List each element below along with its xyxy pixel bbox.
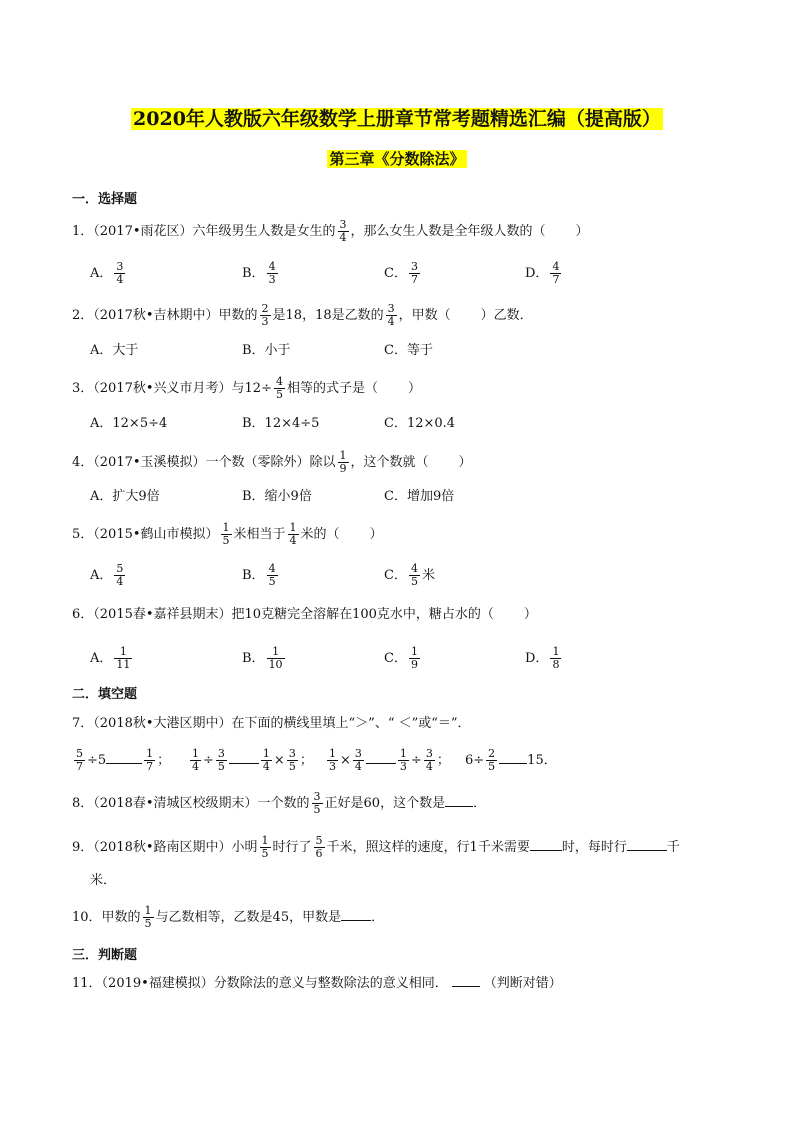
- section-heading-fill: 二．填空题: [72, 687, 138, 702]
- q1-option-b[interactable]: B． $\frac{4}{3}$: [242, 260, 276, 286]
- answer-blank[interactable]: [499, 751, 527, 764]
- q6-option-d[interactable]: D． $\frac{1}{8}$: [525, 645, 560, 671]
- question-2: 2．（2017秋•吉林期中）甲数的 $\frac{2}{3}$ 是18，18是乙数的 $\frac{3}{4}$ ，甲数（ ）乙数．: [72, 302, 533, 328]
- answer-blank[interactable]: [530, 838, 562, 851]
- q5-option-a[interactable]: A． $\frac{5}{4}$: [90, 562, 124, 588]
- page-title: 2020年人教版六年级数学上册章节常考题精选汇编（提高版）: [133, 108, 661, 130]
- answer-blank[interactable]: [627, 838, 667, 851]
- q6-option-c[interactable]: C． $\frac{1}{9}$: [384, 645, 418, 671]
- section-heading-choice: 一．选择题: [72, 192, 138, 207]
- question-11: 11．（2019•福建模拟）分数除法的意义与整数除法的意义相同． （判断对错）: [72, 976, 562, 991]
- q7-expr-1: $\frac{5}{7}$ ÷5 $\frac{1}{7}$ ；: [76, 747, 171, 773]
- q7-expr-2: $\frac{1}{4}$ ÷ $\frac{3}{5}$ $\frac{1}{4}$ × $\frac{3}{5}$ ；: [192, 747, 313, 773]
- q3-option-a[interactable]: A．12×5÷4: [90, 416, 168, 431]
- q1-option-a[interactable]: A． $\frac{3}{4}$: [90, 260, 124, 286]
- question-3: 3．（2017秋•兴义市月考）与12÷ $\frac{4}{5}$ 相等的式子是（ ）: [72, 375, 421, 401]
- q4-option-a[interactable]: A．扩大9倍: [90, 489, 160, 504]
- q6-option-a[interactable]: A． $\frac{1}{11}$: [90, 645, 131, 671]
- answer-blank[interactable]: [445, 794, 473, 807]
- q1-option-c[interactable]: C． $\frac{3}{7}$: [384, 260, 418, 286]
- fraction: $\frac{3}{4}$: [339, 218, 347, 244]
- answer-blank[interactable]: [452, 974, 480, 987]
- q2-option-a[interactable]: A．大于: [90, 343, 139, 358]
- question-8: 8．（2018春•清城区校级期末）一个数的 $\frac{3}{5}$ 正好是60，这个数是 ．: [72, 790, 487, 816]
- q2-option-b[interactable]: B．小于: [242, 343, 291, 358]
- q7-expr-4: 6÷ $\frac{2}{5}$ 15．: [465, 747, 557, 773]
- q4-option-c[interactable]: C．增加9倍: [384, 489, 455, 504]
- question-7: 7．（2018秋•大港区期中）在下面的横线里填上“＞”、“ ＜”或“＝”．: [72, 716, 471, 731]
- q1-option-d[interactable]: D． $\frac{4}{7}$: [525, 260, 560, 286]
- answer-blank[interactable]: [341, 908, 371, 921]
- q3-option-c[interactable]: C．12×0.4: [384, 416, 456, 431]
- q5-option-c[interactable]: C． $\frac{4}{5}$ 米: [384, 562, 435, 588]
- question-5: 5．（2015•鹤山市模拟） $\frac{1}{5}$ 米相当于 $\frac{1}{4}$ 米的（ ）: [72, 521, 383, 547]
- question-1: 1．（2017•雨花区）六年级男生人数是女生的 $\frac{3}{4}$ ，那么女生人数是全年级人数的（ ）: [72, 218, 589, 244]
- q7-expr-3: $\frac{1}{3}$ × $\frac{3}{4}$ $\frac{1}{3}$ ÷ $\frac{3}{4}$ ；: [329, 747, 450, 773]
- q2-option-c[interactable]: C．等于: [384, 343, 433, 358]
- q5-option-b[interactable]: B． $\frac{4}{5}$: [242, 562, 276, 588]
- answer-blank[interactable]: [106, 751, 142, 764]
- question-6: 6．（2015春•嘉祥县期末）把10克糖完全溶解在100克水中，糖占水的（ ）: [72, 607, 537, 622]
- q6-option-b[interactable]: B． $\frac{1}{10}$: [242, 645, 283, 671]
- question-9-cont: 米．: [90, 873, 117, 888]
- question-10: 10．甲数的 $\frac{1}{5}$ 与乙数相等，乙数是45，甲数是 ．: [72, 904, 385, 930]
- section-heading-judge: 三．判断题: [72, 948, 138, 963]
- q4-option-b[interactable]: B．缩小9倍: [242, 489, 312, 504]
- question-9: 9．（2018秋•路南区期中）小明 $\frac{1}{5}$ 时行了 $\frac{5}{6}$ 千米，照这样的速度，行1千米需要 时，每时行 千: [72, 834, 680, 860]
- question-4: 4．（2017•玉溪模拟）一个数（零除外）除以 $\frac{1}{9}$ ，这个数就（ ）: [72, 449, 472, 475]
- answer-blank[interactable]: [366, 751, 396, 764]
- q3-option-b[interactable]: B．12×4÷5: [242, 416, 320, 431]
- answer-blank[interactable]: [229, 751, 259, 764]
- chapter-title: 第三章《分数除法》: [329, 150, 465, 168]
